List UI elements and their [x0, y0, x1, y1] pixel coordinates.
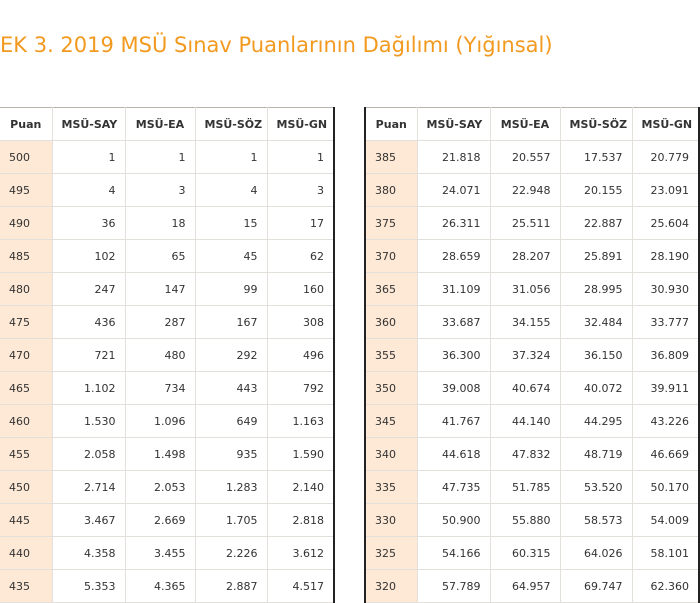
score-cell: 345	[365, 405, 417, 438]
table-row	[365, 240, 699, 273]
count-cell: 496	[267, 339, 334, 372]
count-cell: 28.995	[560, 273, 632, 306]
count-cell: 36.150	[560, 339, 632, 372]
count-cell: 649	[195, 405, 267, 438]
count-cell: 47.832	[490, 438, 560, 471]
count-cell: 28.190	[632, 240, 699, 273]
count-cell: 1	[267, 141, 334, 174]
header-msu-soz: MSÜ-SÖZ	[560, 108, 632, 141]
header-msu-gn: MSÜ-GN	[632, 108, 699, 141]
count-cell: 69.747	[560, 570, 632, 603]
count-cell: 33.687	[417, 306, 490, 339]
table-row	[0, 207, 334, 240]
score-cell: 470	[0, 339, 52, 372]
count-cell: 167	[195, 306, 267, 339]
count-cell: 34.155	[490, 306, 560, 339]
table-row	[365, 405, 699, 438]
table-row	[0, 570, 334, 603]
count-cell: 721	[52, 339, 125, 372]
score-cell: 385	[365, 141, 417, 174]
score-cell: 380	[365, 174, 417, 207]
header-msu-say: MSÜ-SAY	[417, 108, 490, 141]
score-cell: 460	[0, 405, 52, 438]
table-row	[365, 372, 699, 405]
count-cell: 31.109	[417, 273, 490, 306]
count-cell: 57.789	[417, 570, 490, 603]
table-row	[365, 306, 699, 339]
score-cell: 330	[365, 504, 417, 537]
score-cell: 445	[0, 504, 52, 537]
count-cell: 46.669	[632, 438, 699, 471]
table-row	[0, 174, 334, 207]
count-cell: 41.767	[417, 405, 490, 438]
header-puan: Puan	[0, 108, 52, 141]
count-cell: 39.008	[417, 372, 490, 405]
table-row	[0, 240, 334, 273]
score-cell: 500	[0, 141, 52, 174]
count-cell: 44.295	[560, 405, 632, 438]
count-cell: 4.358	[52, 537, 125, 570]
count-cell: 1.096	[125, 405, 195, 438]
count-cell: 30.930	[632, 273, 699, 306]
table-row	[0, 339, 334, 372]
count-cell: 62.360	[632, 570, 699, 603]
count-cell: 480	[125, 339, 195, 372]
count-cell: 55.880	[490, 504, 560, 537]
count-cell: 1	[125, 141, 195, 174]
count-cell: 2.714	[52, 471, 125, 504]
table-row	[365, 174, 699, 207]
score-table-right	[364, 107, 700, 603]
score-cell: 375	[365, 207, 417, 240]
count-cell: 2.058	[52, 438, 125, 471]
count-cell: 1.530	[52, 405, 125, 438]
count-cell: 23.091	[632, 174, 699, 207]
count-cell: 64.957	[490, 570, 560, 603]
score-cell: 355	[365, 339, 417, 372]
count-cell: 3.612	[267, 537, 334, 570]
count-cell: 20.155	[560, 174, 632, 207]
count-cell: 2.887	[195, 570, 267, 603]
score-cell: 485	[0, 240, 52, 273]
count-cell: 53.520	[560, 471, 632, 504]
table-row	[0, 273, 334, 306]
table-row	[365, 504, 699, 537]
score-cell: 325	[365, 537, 417, 570]
count-cell: 4	[195, 174, 267, 207]
header-row	[0, 108, 334, 141]
count-cell: 54.009	[632, 504, 699, 537]
score-cell: 365	[365, 273, 417, 306]
count-cell: 48.719	[560, 438, 632, 471]
header-puan: Puan	[365, 108, 417, 141]
count-cell: 25.511	[490, 207, 560, 240]
count-cell: 3.467	[52, 504, 125, 537]
score-cell: 440	[0, 537, 52, 570]
count-cell: 58.573	[560, 504, 632, 537]
count-cell: 28.207	[490, 240, 560, 273]
count-cell: 3	[267, 174, 334, 207]
count-cell: 287	[125, 306, 195, 339]
count-cell: 1.498	[125, 438, 195, 471]
count-cell: 28.659	[417, 240, 490, 273]
count-cell: 99	[195, 273, 267, 306]
count-cell: 58.101	[632, 537, 699, 570]
table-row	[0, 438, 334, 471]
score-cell: 340	[365, 438, 417, 471]
count-cell: 25.604	[632, 207, 699, 240]
count-cell: 2.818	[267, 504, 334, 537]
count-cell: 20.779	[632, 141, 699, 174]
table-row	[365, 537, 699, 570]
count-cell: 4.517	[267, 570, 334, 603]
header-msu-say: MSÜ-SAY	[52, 108, 125, 141]
count-cell: 32.484	[560, 306, 632, 339]
count-cell: 15	[195, 207, 267, 240]
count-cell: 436	[52, 306, 125, 339]
count-cell: 39.911	[632, 372, 699, 405]
header-msu-ea: MSÜ-EA	[125, 108, 195, 141]
count-cell: 292	[195, 339, 267, 372]
table-row	[365, 273, 699, 306]
score-cell: 465	[0, 372, 52, 405]
count-cell: 40.072	[560, 372, 632, 405]
table-row	[0, 504, 334, 537]
table-row	[365, 141, 699, 174]
header-msu-soz: MSÜ-SÖZ	[195, 108, 267, 141]
header-msu-ea: MSÜ-EA	[490, 108, 560, 141]
count-cell: 65	[125, 240, 195, 273]
count-cell: 17	[267, 207, 334, 240]
table-row	[0, 537, 334, 570]
count-cell: 2.053	[125, 471, 195, 504]
count-cell: 45	[195, 240, 267, 273]
count-cell: 37.324	[490, 339, 560, 372]
count-cell: 160	[267, 273, 334, 306]
count-cell: 1	[52, 141, 125, 174]
count-cell: 935	[195, 438, 267, 471]
count-cell: 51.785	[490, 471, 560, 504]
score-cell: 370	[365, 240, 417, 273]
count-cell: 33.777	[632, 306, 699, 339]
count-cell: 4.365	[125, 570, 195, 603]
score-cell: 350	[365, 372, 417, 405]
count-cell: 1.102	[52, 372, 125, 405]
count-cell: 62	[267, 240, 334, 273]
count-cell: 147	[125, 273, 195, 306]
count-cell: 308	[267, 306, 334, 339]
count-cell: 443	[195, 372, 267, 405]
count-cell: 18	[125, 207, 195, 240]
count-cell: 22.887	[560, 207, 632, 240]
score-cell: 435	[0, 570, 52, 603]
count-cell: 64.026	[560, 537, 632, 570]
count-cell: 43.226	[632, 405, 699, 438]
count-cell: 21.818	[417, 141, 490, 174]
count-cell: 24.071	[417, 174, 490, 207]
page-title: EK 3. 2019 MSÜ Sınav Puanlarının Dağılımı (Yığınsal)	[0, 33, 553, 57]
count-cell: 1.283	[195, 471, 267, 504]
count-cell: 20.557	[490, 141, 560, 174]
count-cell: 3.455	[125, 537, 195, 570]
table-row	[365, 471, 699, 504]
score-cell: 480	[0, 273, 52, 306]
table-row	[365, 207, 699, 240]
score-cell: 495	[0, 174, 52, 207]
count-cell: 102	[52, 240, 125, 273]
count-cell: 1	[195, 141, 267, 174]
count-cell: 50.900	[417, 504, 490, 537]
count-cell: 54.166	[417, 537, 490, 570]
count-cell: 5.353	[52, 570, 125, 603]
count-cell: 3	[125, 174, 195, 207]
count-cell: 60.315	[490, 537, 560, 570]
table-row	[0, 471, 334, 504]
count-cell: 36.809	[632, 339, 699, 372]
count-cell: 1.705	[195, 504, 267, 537]
count-cell: 1.590	[267, 438, 334, 471]
score-cell: 360	[365, 306, 417, 339]
count-cell: 50.170	[632, 471, 699, 504]
score-cell: 455	[0, 438, 52, 471]
header-row	[365, 108, 699, 141]
score-table-left	[0, 107, 335, 603]
table-row	[365, 438, 699, 471]
count-cell: 47.735	[417, 471, 490, 504]
table-row	[0, 141, 334, 174]
score-cell: 320	[365, 570, 417, 603]
count-cell: 22.948	[490, 174, 560, 207]
count-cell: 792	[267, 372, 334, 405]
table-row	[365, 339, 699, 372]
count-cell: 1.163	[267, 405, 334, 438]
count-cell: 4	[52, 174, 125, 207]
count-cell: 26.311	[417, 207, 490, 240]
table-row	[0, 372, 334, 405]
score-cell: 450	[0, 471, 52, 504]
table-row	[365, 570, 699, 603]
table-row	[0, 306, 334, 339]
score-cell: 490	[0, 207, 52, 240]
score-cell: 475	[0, 306, 52, 339]
count-cell: 31.056	[490, 273, 560, 306]
header-msu-gn: MSÜ-GN	[267, 108, 334, 141]
count-cell: 734	[125, 372, 195, 405]
count-cell: 44.618	[417, 438, 490, 471]
score-cell: 335	[365, 471, 417, 504]
count-cell: 40.674	[490, 372, 560, 405]
table-row	[0, 405, 334, 438]
count-cell: 247	[52, 273, 125, 306]
count-cell: 2.226	[195, 537, 267, 570]
count-cell: 44.140	[490, 405, 560, 438]
count-cell: 25.891	[560, 240, 632, 273]
count-cell: 2.669	[125, 504, 195, 537]
count-cell: 36	[52, 207, 125, 240]
count-cell: 17.537	[560, 141, 632, 174]
count-cell: 2.140	[267, 471, 334, 504]
count-cell: 36.300	[417, 339, 490, 372]
